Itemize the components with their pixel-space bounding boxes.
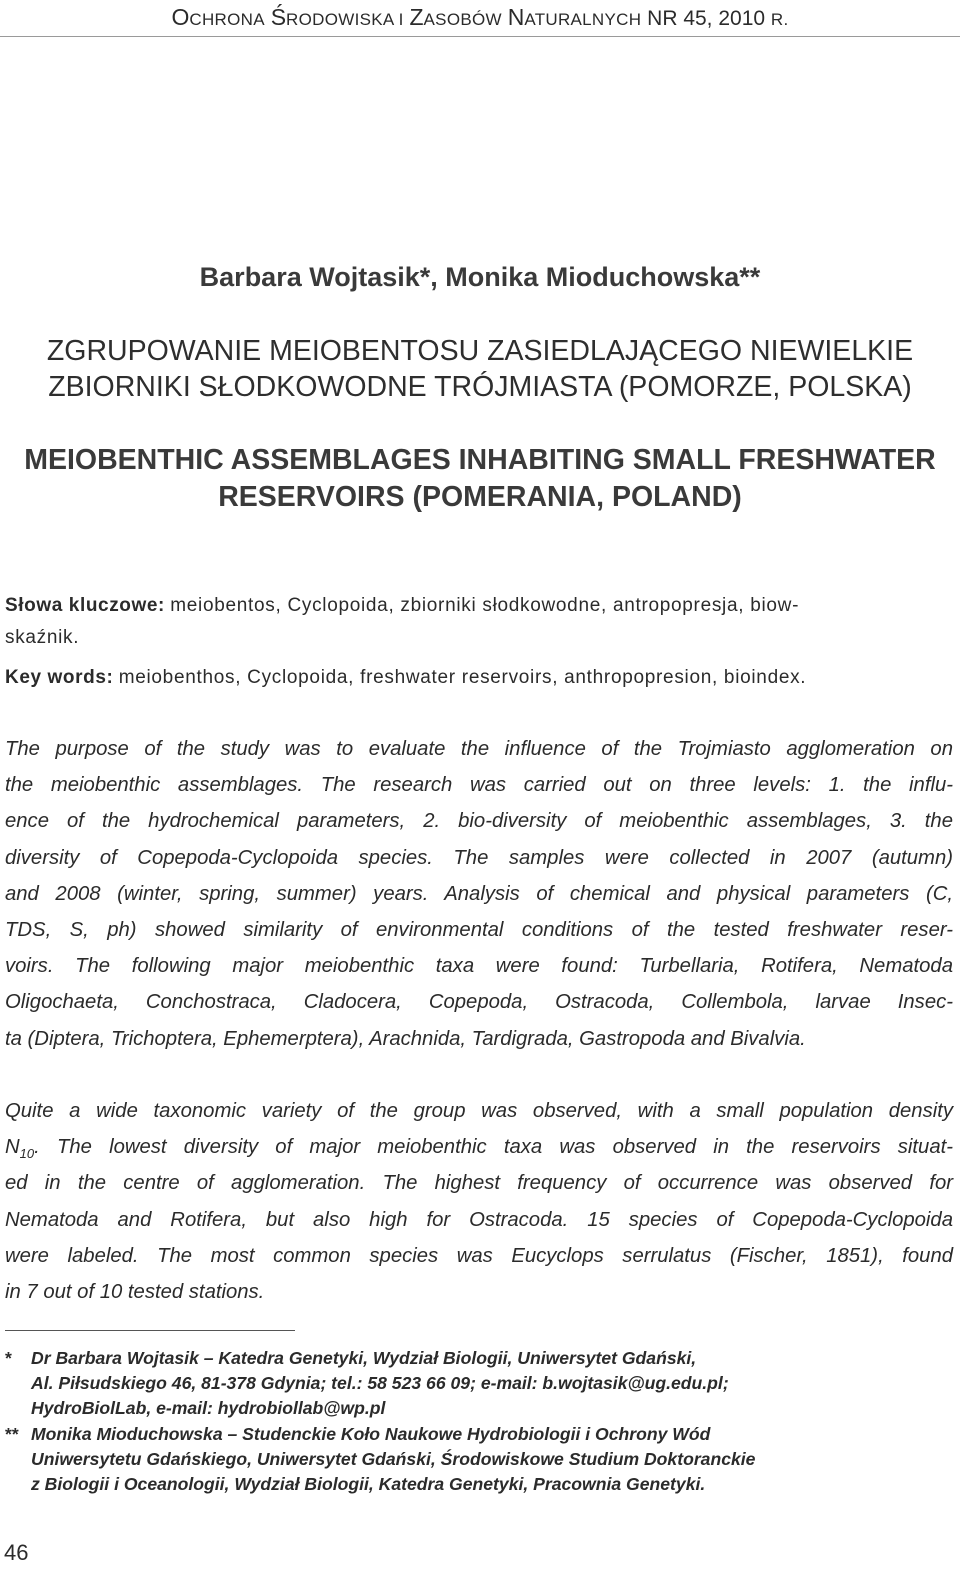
running-header-cap: Ś: [270, 4, 287, 30]
footnote-mark: *: [5, 1348, 12, 1368]
abstract-line: The purpose of the study was to evaluate the influence of the Trojmiasto agglomeration on: [5, 738, 953, 760]
abstract-line: ed in the centre of agglomeration. The highest frequency of occurrence was observed for: [5, 1172, 953, 1195]
abstract-line: TDS, S, ph) showed similarity of environmental conditions of the tested freshwater reser-: [5, 918, 953, 941]
keywords-english-label: Key words:: [5, 667, 114, 688]
footnote-author-1: [5, 1346, 945, 1421]
running-header-text: RODOWISKA I: [286, 10, 404, 29]
abstract-line: the meiobenthic assemblages. The research was carried out on three levels: 1. the influ-: [5, 774, 953, 797]
abstract-line: and 2008 (winter, spring, summer) years. Analysis of chemical and physical parameters (C,: [5, 882, 953, 905]
running-header: [0, 4, 960, 31]
title-polish-line: ZGRUPOWANIE MEIOBENTOSU ZASIEDLAJĄCEGO NIEWIELKIE: [46, 335, 914, 367]
running-header-cap: N: [507, 4, 525, 30]
keywords-polish-value: skaźnik.: [5, 627, 80, 648]
footnote-author-2: [5, 1422, 945, 1497]
running-header-text: ATURALNYCH: [524, 10, 642, 29]
title-polish-line: ZBIORNIKI SŁODKOWODNE TRÓJMIASTA (POMORZE, POLSKA): [48, 371, 912, 403]
running-header-cap: Z: [409, 4, 424, 30]
abstract-line: ta (Diptera, Trichoptera, Ephemerptera), Arachnida, Tardigrada, Gastropoda and Bivalvia.: [5, 1027, 806, 1050]
running-header-text: CHRONA: [189, 10, 265, 29]
running-header-text: ASOBÓW: [423, 10, 502, 29]
keywords-english-value: meiobenthos, Cyclopoida, freshwater reservoirs, anthropopresion, bioindex.: [118, 667, 807, 688]
running-header-cap: O: [171, 4, 190, 30]
title-english: [0, 442, 960, 516]
authors: Barbara Wojtasik*, Monika Mioduchowska**: [199, 262, 761, 292]
abstract-line: voirs. The following major meiobenthic taxa were found: Turbellaria, Rotifera, Nematoda: [5, 955, 953, 978]
footnote-line: Dr Barbara Wojtasik – Katedra Genetyki, Wydział Biologii, Uniwersytet Gdański,: [31, 1348, 697, 1368]
abstract-line: Quite a wide taxonomic variety of the group was observed, with a small population density: [5, 1100, 953, 1122]
footnote-line: Al. Piłsudskiego 46, 81-378 Gdynia; tel.: 58 523 66 09; e-mail: b.wojtasik@ug.edu.pl;: [31, 1373, 729, 1393]
footnote-line: Uniwersytetu Gdańskiego, Uniwersytet Gdański, Środowiskowe Studium Doktoranckie: [31, 1449, 756, 1469]
keywords-polish-label: Słowa kluczowe:: [5, 595, 165, 616]
footnote-rule: [5, 1330, 295, 1331]
keywords-english: [5, 662, 955, 694]
running-header-issue: NR 45, 2010: [641, 7, 771, 30]
abstract-line-text: . The lowest diversity of major meiobenthic taxa was observed in the reservoirs situat-: [34, 1136, 953, 1159]
abstract-line: in 7 out of 10 tested stations.: [5, 1280, 265, 1303]
header-rule: [0, 36, 960, 37]
abstract-paragraph-1: [5, 731, 953, 1057]
footnote-line: HydroBiolLab, e-mail: hydrobiollab@wp.pl: [31, 1398, 386, 1418]
keywords-polish: [5, 590, 955, 654]
abstract-line: diversity of Copepoda-Cyclopoida species. The samples were collected in 2007 (autumn): [5, 846, 953, 869]
density-symbol: N: [5, 1136, 20, 1159]
abstract-line: Nematoda and Rotifera, but also high for Ostracoda. 15 species of Copepoda-Cyclopoida: [5, 1208, 953, 1231]
title-english-line: MEIOBENTHIC ASSEMBLAGES INHABITING SMALL FRESHWATER: [24, 444, 936, 476]
footnote-line: Monika Mioduchowska – Studenckie Koło Naukowe Hydrobiologii i Ochrony Wód: [31, 1424, 711, 1444]
page-number: 46: [4, 1540, 29, 1565]
abstract-line: Oligochaeta, Conchostraca, Cladocera, Copepoda, Ostracoda, Collembola, larvae Insec-: [5, 991, 953, 1014]
abstract-line: ence of the hydrochemical parameters, 2. bio-diversity of meiobenthic assemblages, 3. the: [5, 810, 953, 833]
footnote-mark: **: [5, 1424, 19, 1444]
abstract-line: [5, 1129, 953, 1165]
keywords-polish-value: meiobentos, Cyclopoida, zbiorniki słodkowodne, antropopresja, biow-: [170, 595, 800, 616]
title-polish: [0, 333, 960, 405]
title-english-line: RESERVOIRS (POMERANIA, POLAND): [218, 481, 742, 513]
running-header-text: R.: [770, 10, 789, 29]
abstract-paragraph-2: [5, 1093, 953, 1310]
abstract-line: were labeled. The most common species was Eucyclops serrulatus (Fischer, 1851), found: [5, 1244, 953, 1267]
footnote-line: z Biologii i Oceanologii, Wydział Biologii, Katedra Genetyki, Pracownia Genetyki.: [31, 1474, 706, 1494]
density-subscript: 10: [19, 1146, 35, 1162]
